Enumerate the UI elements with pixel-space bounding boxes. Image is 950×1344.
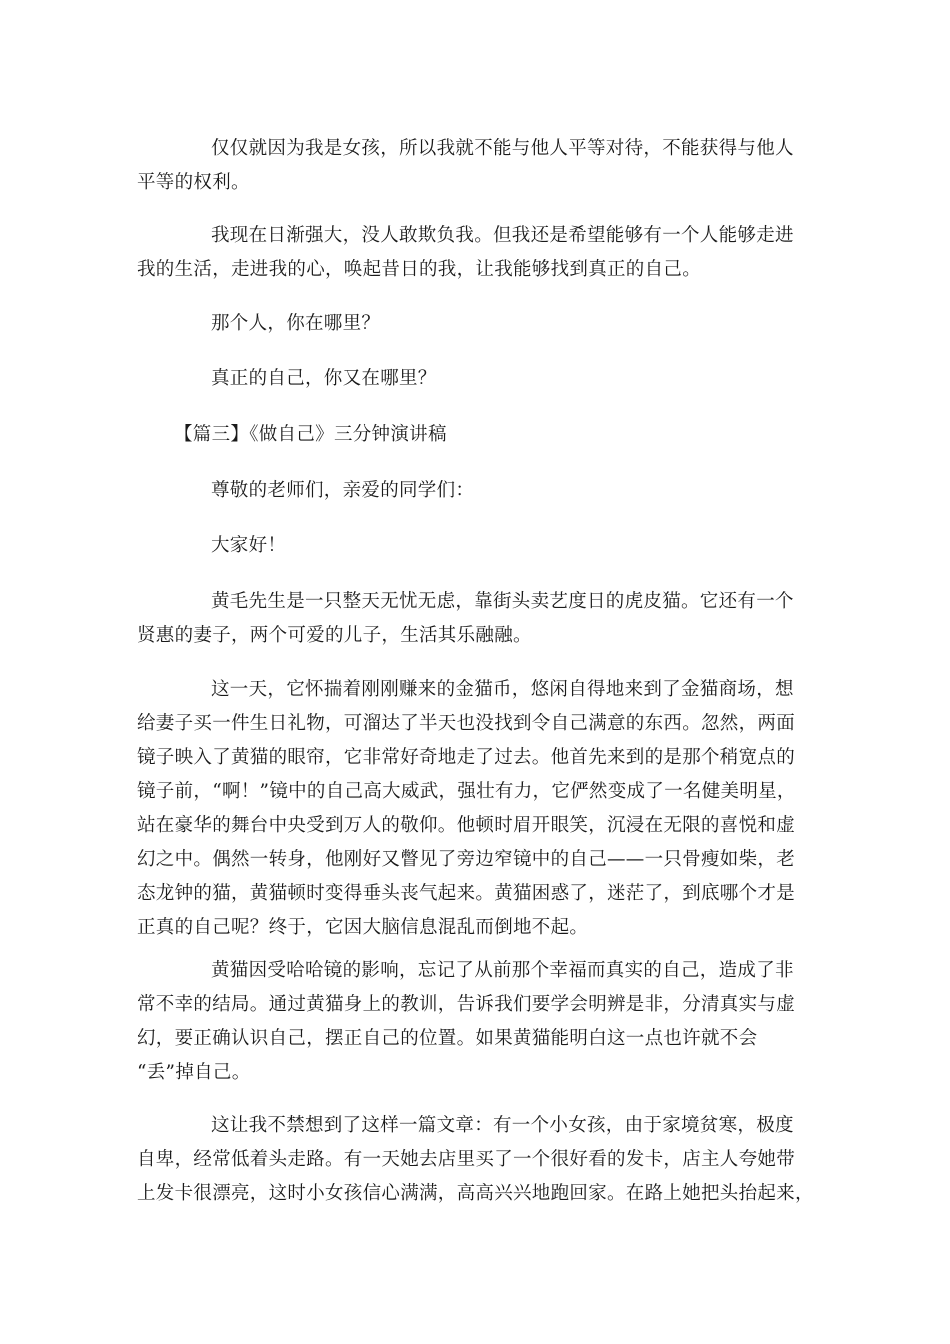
text-line: 那个人，你在哪里？ bbox=[211, 313, 381, 334]
text-line: 镜子前，“啊！”镜中的自己高大威武，强壮有力，它俨然变成了一名健美明星， bbox=[137, 781, 796, 802]
text-line: 黄毛先生是一只整天无忧无虑，靠街头卖艺度日的虎皮猫。它还有一个 bbox=[211, 591, 794, 612]
text-line: 站在豪华的舞台中央受到万人的敬仰。他顿时眉开眼笑，沉浸在无限的喜悦和虚 bbox=[137, 815, 796, 836]
text-line: 自卑，经常低着头走路。有一天她去店里买了一个很好看的发卡，店主人夸她带 bbox=[137, 1149, 796, 1170]
paragraph bbox=[137, 474, 827, 508]
text-line: 镜子映入了黄猫的眼帘，它非常好奇地走了过去。他首先来到的是那个稍宽点的 bbox=[137, 747, 796, 768]
text-line: 这让我不禁想到了这样一篇文章：有一个小女孩，由于家境贫寒，极度 bbox=[211, 1115, 794, 1136]
paragraph bbox=[137, 132, 827, 200]
text-line: 幻之中。偶然一转身，他刚好又瞥见了旁边窄镜中的自己——一只骨瘦如柴，老 bbox=[137, 849, 796, 870]
text-line: 仅仅就因为我是女孩，所以我就不能与他人平等对待，不能获得与他人 bbox=[211, 138, 794, 159]
text-line: 给妻子买一件生日礼物，可溜达了半天也没找到令自己满意的东西。忽然，两面 bbox=[137, 713, 796, 734]
text-line: 幻，要正确认识自己，摆正自己的位置。如果黄猫能明白这一点也许就不会 bbox=[137, 1028, 758, 1049]
paragraph bbox=[137, 1109, 827, 1211]
text-line: 平等的权利。 bbox=[137, 172, 250, 193]
text-line: 大家好！ bbox=[211, 535, 287, 556]
text-line: 真正的自己，你又在哪里？ bbox=[211, 368, 437, 389]
text-line: 态龙钟的猫，黄猫顿时变得垂头丧气起来。黄猫困惑了，迷茫了，到底哪个才是 bbox=[137, 883, 796, 904]
paragraph bbox=[137, 529, 827, 563]
text-line: 上发卡很漂亮，这时小女孩信心满满，高高兴兴地跑回家。在路上她把头抬起来， bbox=[137, 1183, 814, 1204]
paragraph bbox=[137, 219, 827, 287]
text-line: 正真的自己呢？终于，它因大脑信息混乱而倒地不起。 bbox=[137, 917, 589, 938]
text-line: 我的生活，走进我的心，唤起昔日的我，让我能够找到真正的自己。 bbox=[137, 259, 702, 280]
paragraph bbox=[137, 954, 827, 1090]
paragraph bbox=[137, 673, 827, 945]
text-line: 黄猫因受哈哈镜的影响，忘记了从前那个幸福而真实的自己，造成了非 bbox=[211, 960, 794, 981]
text-line: 常不幸的结局。通过黄猫身上的教训，告诉我们要学会明辨是非，分清真实与虚 bbox=[137, 994, 796, 1015]
text-line: “丢”掉自己。 bbox=[137, 1062, 251, 1083]
heading-line: 【篇三】《做自己》三分钟演讲稿 bbox=[174, 424, 447, 445]
text-line: 我现在日渐强大，没人敢欺负我。但我还是希望能够有一个人能够走进 bbox=[211, 225, 794, 246]
paragraph bbox=[137, 585, 827, 653]
section-heading bbox=[137, 418, 827, 452]
paragraph bbox=[137, 362, 827, 396]
text-line: 贤惠的妻子，两个可爱的儿子，生活其乐融融。 bbox=[137, 625, 532, 646]
text-line: 这一天，它怀揣着刚刚赚来的金猫币，悠闲自得地来到了金猫商场，想 bbox=[211, 679, 794, 700]
text-line: 尊敬的老师们，亲爱的同学们： bbox=[211, 480, 475, 501]
paragraph bbox=[137, 307, 827, 341]
